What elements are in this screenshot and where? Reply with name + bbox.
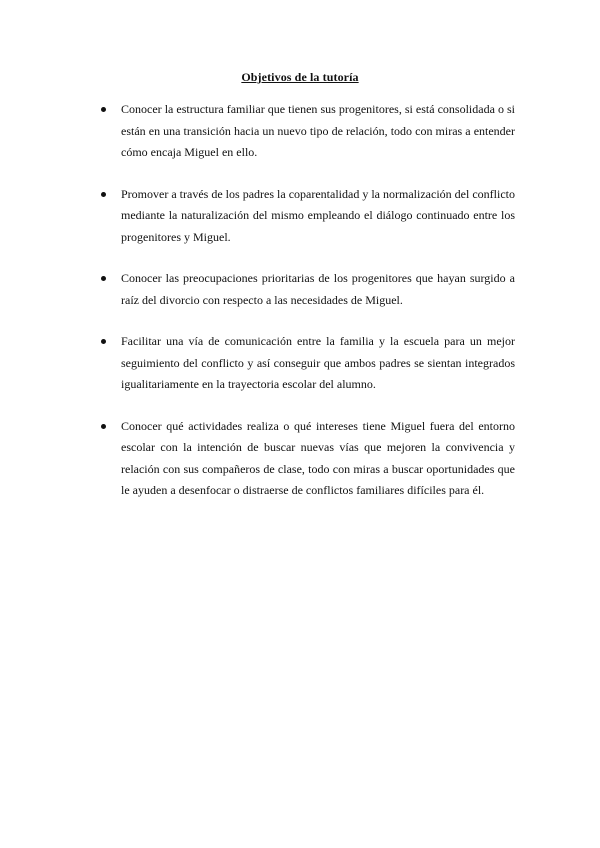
bullet-icon xyxy=(101,107,106,112)
objective-item xyxy=(103,268,515,311)
objective-text: Facilitar una vía de comunicación entre la familia y la escuela para un mejor seguimiento del conflicto y así conseguir que ambos padres se sientan integrados igualitariamente en la trayectoria escolar del alumno. xyxy=(121,334,515,391)
objective-text: Conocer qué actividades realiza o qué intereses tiene Miguel fuera del entorno escolar con la intención de buscar nuevas vías que mejoren la convivencia y relación con sus compañeros de clase, todo con miras a buscar oportunidades que le ayuden a desenfocar o distraerse de conflictos familiares difíciles para él. xyxy=(121,418,515,497)
bullet-icon xyxy=(101,192,106,197)
objective-text: Conocer las preocupaciones prioritarias de los progenitores que hayan surgido a raíz del divorcio con respecto a las necesidades de Miguel. xyxy=(121,271,515,307)
objective-item xyxy=(103,99,515,164)
bullet-icon xyxy=(101,424,106,429)
objective-item xyxy=(103,184,515,249)
document-title: Objetivos de la tutoría xyxy=(241,70,359,84)
objective-item xyxy=(103,331,515,396)
objective-text: Conocer la estructura familiar que tienen sus progenitores, si está consolidada o si están en una transición hacia un nuevo tipo de relación, todo con miras a entender cómo encaja Miguel en ello. xyxy=(121,102,515,159)
bullet-icon xyxy=(101,276,106,281)
bullet-icon xyxy=(101,339,106,344)
objective-item xyxy=(103,416,515,502)
objective-text: Promover a través de los padres la coparentalidad y la normalización del conflicto mediante la naturalización del mismo empleando el diálogo continuado entre los progenitores y Miguel. xyxy=(121,186,515,244)
objectives-list xyxy=(103,99,515,522)
